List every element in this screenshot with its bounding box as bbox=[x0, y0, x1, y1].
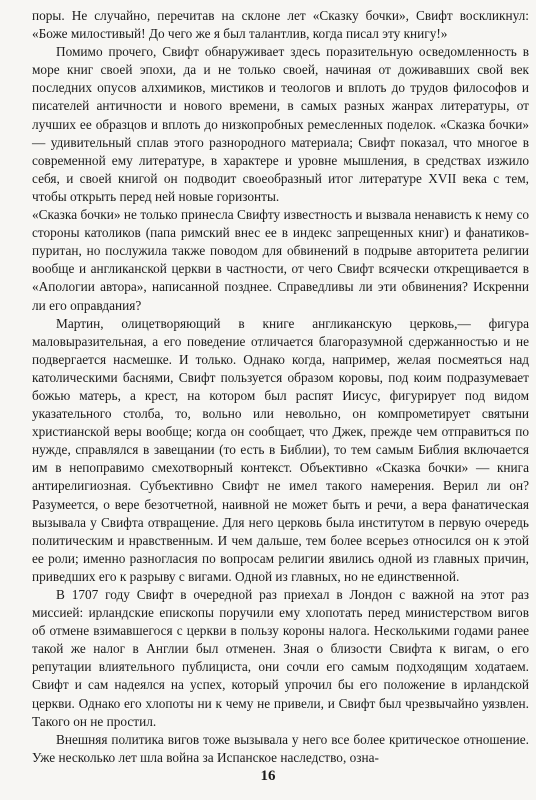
paragraph: В 1707 году Свифт в очередной раз приехал в Лондон с важной на этот раз миссией: ирландские епископы поручили ему хлопотать перед министерством вигов об отмене взимавшегося с церкви в пользу короны налога. Несколькими годами ранее такой же налог в Англии был отменен. Зная о близости Свифта к вигам, о его репутации влиятельного публициста, они сочли его самым подходящим ходатаем. Свифт и сам надеялся на успех, который упрочил бы его положение в ирландской церкви. Однако его хлопоты ни к чему не привели, и Свифт был чрезвычайно уязвлен. Такого он не простил. bbox=[32, 587, 529, 729]
paragraph: поры. Не случайно, перечитав на склоне лет «Сказку бочки», Свифт воскликнул: «Боже милостивый! До чего же я был талантлив, когда писал эту книгу!» bbox=[32, 8, 529, 42]
paragraph: «Сказка бочки» не только принесла Свифту известность и вызвала ненависть к нему со стороны католиков (папа римский внес ее в индекс запрещенных книг) и фанатиков-пуритан, но послужила также поводом для обвинений в подрыве авторитета религии вообще и англиканской церкви в частности, от чего Свифт всячески открещивается в «Апологии автора», написанной позднее. Справедливы ли эти обвинения? Искренни ли его оправдания? bbox=[32, 207, 529, 313]
paragraph: Внешняя политика вигов тоже вызывала у него все более критическое отношение. Уже несколько лет шла война за Испанское наследство, озна- bbox=[32, 731, 529, 765]
paragraph: Мартин, олицетворяющий в книге англиканскую церковь,— фигура маловыразительная, а его поведение отличается благоразумной сдержанностью и не подвергается насмешке. И только. Однако когда, например, желая посмеяться над католическими баснями, Свифт пользуется образом коровы, под коим подразумевает божью матерь, а крест, на котором был распят Иисус, фигурирует под видом указательного столба, то, вольно или невольно, он компрометирует святыни христианской веры вообще; когда он сообщает, что Джек, прежде чем отправиться по нужде, справлялся в завещании (то есть в Библии), то тем самым Библия включается им в непоправимо смехотворный контекст. Объективно «Сказка бочки» — книга антирелигиозная. Субъективно Свифт не имел такого намерения. Верил ли он? Разумеется, о вере безотчетной, наивной не может быть и речи, а вера фанатическая вызывала у Свифта отвращение. Для него церковь была институтом в первую очередь политическим и нравственным. И чем дальше, тем более всерьез относился он к этой ее роли; именно разногласия по вопросам религии явились одной из главных причин, приведших его к разрыву с вигами. Одной из главных, но не единственной. bbox=[32, 315, 529, 584]
page-number: 16 bbox=[260, 768, 276, 784]
paragraph: Помимо прочего, Свифт обнаруживает здесь поразительную осведомленность в море книг своей эпохи, да и не только своей, начиная от доживавших свой век последних опусов алхимиков, мистиков и теологов и вплоть до трудов философов и писателей античности и нового времени, в самых разных жанрах литературы, от лучших ее образцов и вплоть до низкопробных ремесленных поделок. «Сказка бочки» — удивительный сплав этого разнородного материала; Свифт показал, что многое в современной ему литературе, в характере и уровне мышления, в средствах изжило себя, и своей книгой он подводит своеобразный итог литературе XVII века с тем, чтобы открыть перед ней новые горизонты. bbox=[32, 44, 529, 204]
body-text bbox=[32, 7, 529, 767]
